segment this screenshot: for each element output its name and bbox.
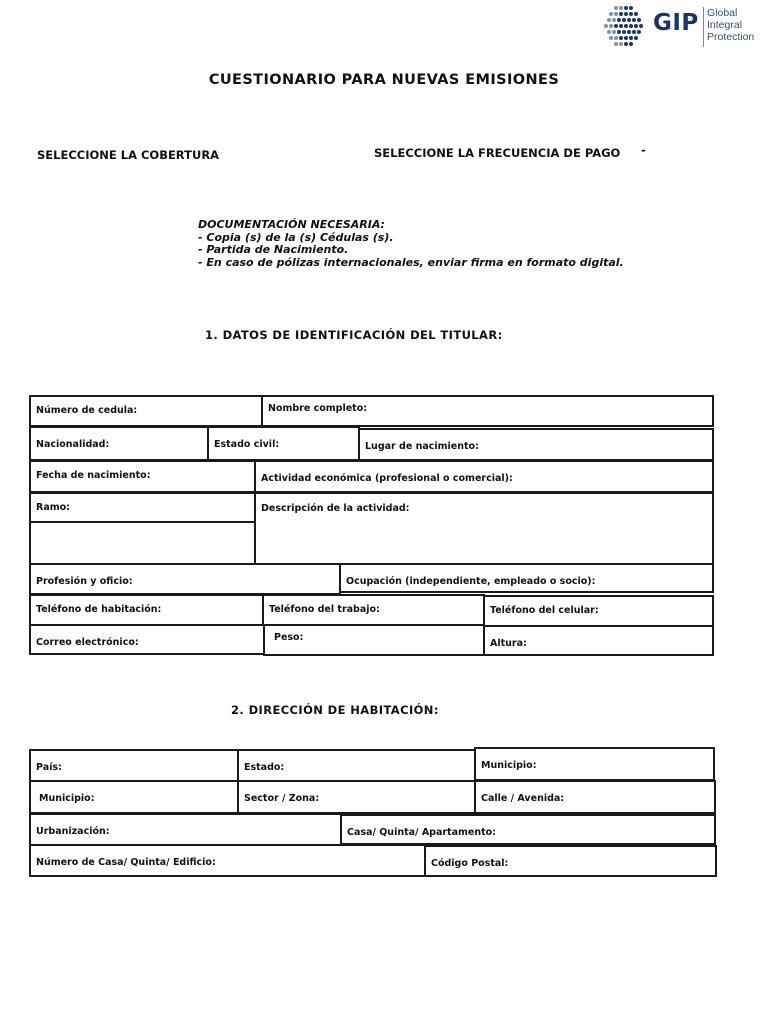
documentation-block	[198, 219, 624, 269]
field-profesion-oficio[interactable]: Profesión y oficio:	[29, 563, 341, 595]
logo-dot	[614, 42, 618, 46]
field-ocupacion[interactable]: Ocupación (independiente, empleado o socio):	[339, 563, 714, 593]
logo-dot	[604, 24, 608, 28]
field-municipio[interactable]: Municipio:	[29, 780, 240, 814]
field-codigo-postal[interactable]: Código Postal:	[424, 845, 717, 877]
section-title-identification: 1. DATOS DE IDENTIFICACIÓN DEL TITULAR:	[205, 328, 503, 342]
logo-mark-icon	[604, 6, 646, 48]
logo-dot	[614, 6, 618, 10]
field-nombre-completo[interactable]: Nombre completo:	[261, 395, 714, 427]
logo-dot	[629, 6, 633, 10]
field-calle-avenida[interactable]: Calle / Avenida:	[474, 780, 716, 814]
logo-dot	[619, 12, 623, 16]
logo-tagline	[707, 7, 765, 43]
field-fecha-nacimiento[interactable]: Fecha de nacimiento:	[29, 460, 256, 493]
logo-dot	[619, 42, 623, 46]
field-cedula[interactable]: Número de cedula:	[29, 395, 263, 427]
coverage-selector[interactable]: SELECCIONE LA COBERTURA	[37, 148, 220, 162]
logo-tagline-line: Global	[707, 7, 738, 19]
logo-dot	[614, 36, 618, 40]
logo-dot	[632, 18, 636, 22]
logo-dot	[629, 42, 633, 46]
documentation-item: - Partida de Nacimiento.	[198, 243, 349, 256]
logo-dot	[617, 18, 621, 22]
logo-dot	[622, 18, 626, 22]
logo-dot	[609, 12, 613, 16]
field-casa-quinta-apartamento[interactable]: Casa/ Quinta/ Apartamento:	[340, 814, 716, 845]
logo-dot	[624, 12, 628, 16]
logo-dot	[614, 24, 618, 28]
field-altura[interactable]: Altura:	[483, 625, 714, 656]
logo-dot	[627, 18, 631, 22]
logo-dot	[614, 12, 618, 16]
field-numero-casa[interactable]: Número de Casa/ Quinta/ Edificio:	[29, 844, 426, 877]
company-logo	[604, 4, 764, 50]
logo-dot	[619, 36, 623, 40]
logo-dot	[609, 24, 613, 28]
logo-dot	[612, 30, 616, 34]
field-lugar-nacimiento[interactable]: Lugar de nacimiento:	[358, 428, 714, 461]
logo-dot	[624, 42, 628, 46]
field-pais[interactable]: País:	[29, 749, 240, 782]
logo-tagline-line: Integral	[707, 19, 743, 31]
logo-dot	[629, 24, 633, 28]
documentation-item: - Copia (s) de la (s) Cédulas (s).	[198, 230, 394, 244]
field-sector-zona[interactable]: Sector / Zona:	[237, 780, 477, 814]
logo-dot	[632, 30, 636, 34]
field-ramo[interactable]: Ramo:	[29, 492, 256, 523]
field-telefono-habitacion[interactable]: Teléfono de habitación:	[29, 594, 264, 627]
logo-dot	[634, 12, 638, 16]
field-municipio[interactable]: Municipio:	[474, 747, 715, 781]
logo-dot	[634, 36, 638, 40]
logo-dot	[637, 30, 641, 34]
logo-dot	[622, 30, 626, 34]
field-estado[interactable]: Estado:	[237, 749, 477, 782]
logo-dot	[629, 36, 633, 40]
logo-dot	[609, 36, 613, 40]
payment-frequency-selector[interactable]: SELECCIONE LA FRECUENCIA DE PAGO	[374, 146, 621, 160]
logo-dot	[637, 18, 641, 22]
logo-dot	[607, 18, 611, 22]
logo-dot	[607, 30, 611, 34]
field-actividad-economica[interactable]: Actividad económica (profesional o comercial):	[254, 460, 714, 493]
documentation-item: - En caso de pólizas internacionales, enviar firma en formato digital.	[198, 255, 624, 269]
documentation-heading: DOCUMENTACIÓN NECESARIA:	[198, 218, 385, 231]
field-peso[interactable]: Peso:	[263, 624, 485, 656]
page-title: CUESTIONARIO PARA NUEVAS EMISIONES	[208, 72, 560, 88]
field-ramo-blank[interactable]	[29, 521, 256, 565]
field-correo-electronico[interactable]: Correo electrónico:	[29, 624, 265, 655]
logo-dot	[619, 24, 623, 28]
field-estado-civil[interactable]: Estado civil:	[207, 426, 360, 461]
logo-dot	[639, 24, 643, 28]
field-urbanizacion[interactable]: Urbanización:	[29, 813, 342, 846]
field-telefono-celular[interactable]: Teléfono del celular:	[483, 595, 714, 627]
field-descripcion-actividad[interactable]: Descripción de la actividad:	[254, 492, 714, 565]
logo-tagline-line: Protection	[707, 31, 755, 43]
logo-dot	[629, 12, 633, 16]
section-title-address: 2. DIRECCIÓN DE HABITACIÓN:	[231, 703, 439, 717]
field-telefono-trabajo[interactable]: Teléfono del trabajo:	[262, 594, 485, 627]
logo-dot	[612, 18, 616, 22]
logo-dot	[627, 30, 631, 34]
field-nacionalidad[interactable]: Nacionalidad:	[29, 426, 209, 461]
logo-dot	[619, 6, 623, 10]
logo-name: GIP	[653, 10, 699, 36]
logo-dot	[617, 30, 621, 34]
logo-dot	[624, 6, 628, 10]
logo-dot	[624, 36, 628, 40]
logo-dot	[624, 24, 628, 28]
logo-divider	[703, 7, 704, 47]
logo-dot	[634, 24, 638, 28]
payment-frequency-value[interactable]: -	[641, 143, 646, 157]
